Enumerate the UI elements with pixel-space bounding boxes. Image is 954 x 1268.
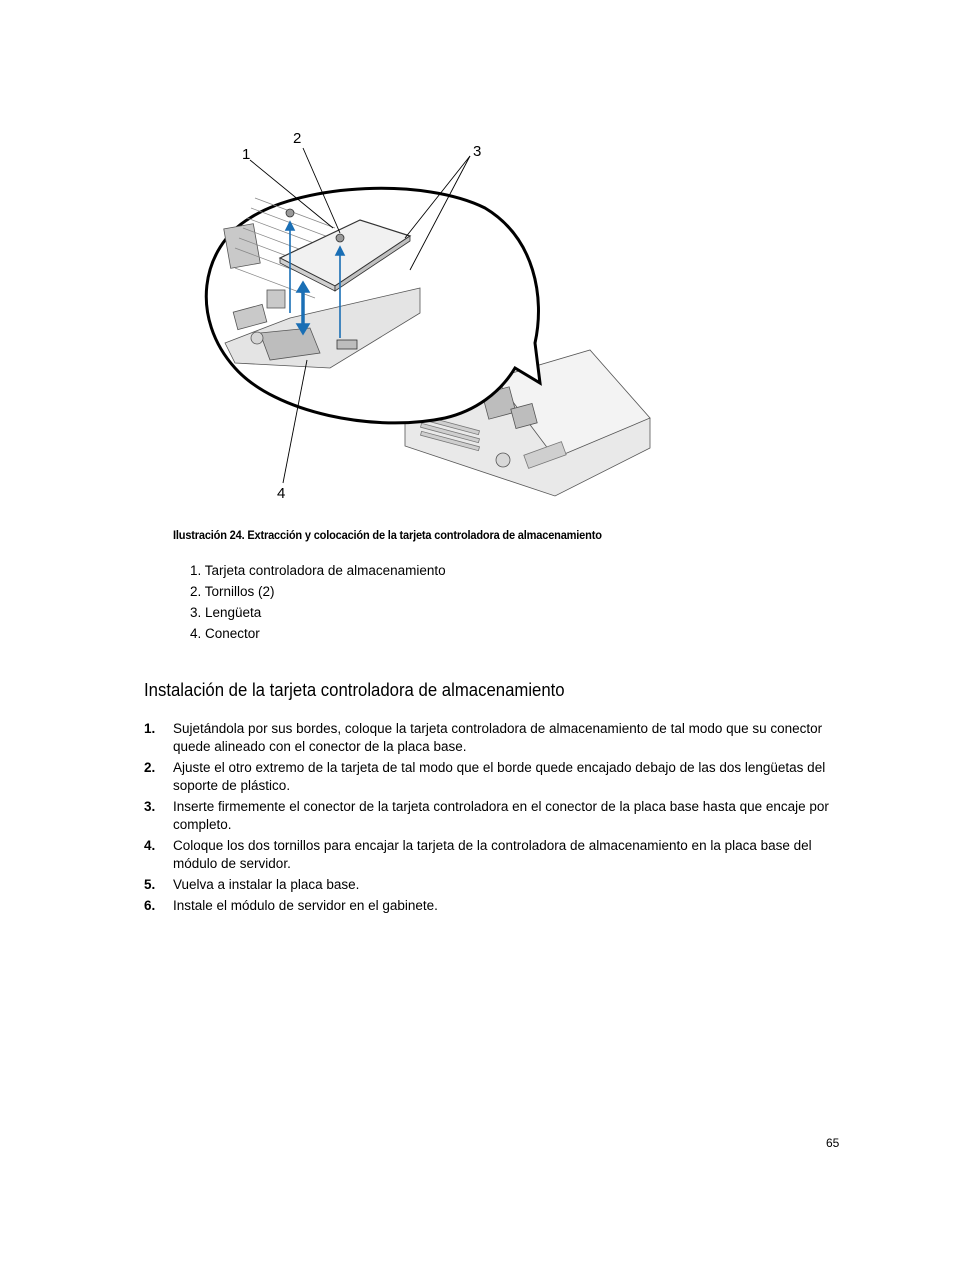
figure-legend [190, 560, 446, 644]
section-title: Instalación de la tarjeta controladora de almacenamiento [144, 680, 565, 700]
step-text: Coloque los dos tornillos para encajar la tarjeta de la controladora de almacenamiento en la placa base del módulo de servidor. [173, 838, 812, 871]
page-number: 65 [826, 1136, 840, 1150]
step-item [144, 798, 844, 834]
step-item [144, 876, 844, 894]
callout-3: 3 [473, 143, 482, 160]
storage-controller-figure [195, 128, 665, 508]
step-number: 3. [144, 799, 156, 814]
legend-item: 3. Lengüeta [190, 605, 262, 620]
storage-controller-illustration [195, 128, 665, 508]
callout-4: 4 [277, 485, 286, 502]
legend-item: 4. Conector [190, 626, 260, 641]
step-number: 1. [144, 721, 156, 736]
legend-item: 2. Tornillos (2) [190, 584, 275, 599]
callout-1: 1 [242, 146, 251, 163]
step-number: 2. [144, 760, 156, 775]
connector-drawing [337, 340, 357, 349]
figure-caption: Ilustración 24. Extracción y colocación de la tarjeta controladora de almacenamiento [173, 528, 602, 542]
step-number: 6. [144, 898, 156, 913]
step-text: Instale el módulo de servidor en el gabinete. [173, 898, 438, 913]
step-item [144, 897, 844, 915]
step-text: Inserte firmemente el conector de la tarjeta controladora en el conector de la placa base hasta que encaje por completo. [173, 799, 829, 832]
step-text: Sujetándola por sus bordes, coloque la tarjeta controladora de almacenamiento de tal modo que su conector quede alineado con el conector de la placa base. [173, 721, 823, 754]
step-item [144, 837, 844, 873]
step-text: Ajuste el otro extremo de la tarjeta de tal modo que el borde quede encajado debajo de las dos lengüetas del soporte de plástico. [173, 760, 826, 793]
step-number: 5. [144, 877, 156, 892]
step-number: 4. [144, 838, 156, 853]
step-item [144, 759, 844, 795]
installation-steps [144, 720, 844, 918]
callout-2: 2 [293, 130, 302, 147]
legend-item: 1. Tarjeta controladora de almacenamiento [190, 563, 446, 578]
step-text: Vuelva a instalar la placa base. [173, 877, 360, 892]
step-item [144, 720, 844, 756]
